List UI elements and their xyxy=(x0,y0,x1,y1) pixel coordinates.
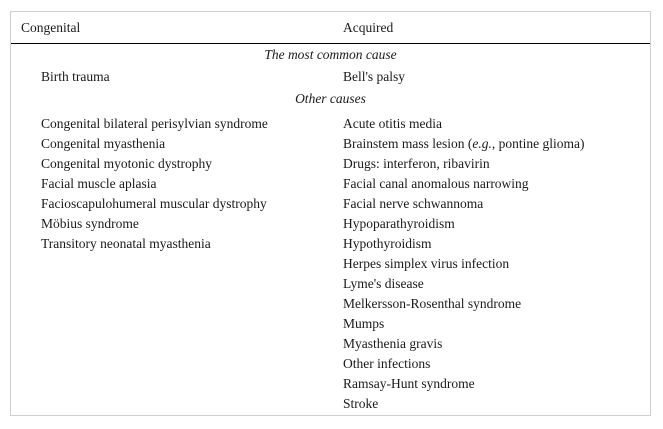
acquired-cell: Melkersson-Rosenthal syndrome xyxy=(343,296,522,311)
acquired-cell: Facial nerve schwannoma xyxy=(343,196,484,211)
congenital-cell: Facial muscle aplasia xyxy=(41,176,157,191)
acquired-cell-emphasis: e.g. xyxy=(472,136,492,151)
table-header-row xyxy=(11,12,650,44)
acquired-cell: Lyme's disease xyxy=(343,276,424,291)
acquired-cell: Hypoparathyroidism xyxy=(343,216,455,231)
acquired-cell-prefix: Brainstem mass lesion ( xyxy=(343,136,473,151)
acquired-cell xyxy=(343,135,584,155)
acquired-cell: Stroke xyxy=(343,396,379,411)
acquired-cell: Myasthenia gravis xyxy=(343,336,443,351)
acquired-cell: Hypothyroidism xyxy=(343,236,432,251)
section-title-other-causes: Other causes xyxy=(295,91,366,106)
acquired-cell: Mumps xyxy=(343,316,385,331)
congenital-cell: Congenital myotonic dystrophy xyxy=(41,156,212,171)
congenital-cell: Möbius syndrome xyxy=(41,216,139,231)
acquired-cell: Facial canal anomalous narrowing xyxy=(343,176,529,191)
congenital-cell: Congenital myasthenia xyxy=(41,136,166,151)
acquired-cell: Herpes simplex virus infection xyxy=(343,256,510,271)
header-congenital: Congenital xyxy=(21,20,81,35)
causes-table xyxy=(10,11,651,416)
header-acquired: Acquired xyxy=(343,20,394,35)
acquired-cell: Drugs: interferon, ribavirin xyxy=(343,156,490,171)
congenital-cell: Facioscapulohumeral muscular dystrophy xyxy=(41,196,267,211)
congenital-other-list xyxy=(41,115,268,255)
congenital-cell: Transitory neonatal myasthenia xyxy=(41,236,211,251)
congenital-cell: Congenital bilateral perisylvian syndrome xyxy=(41,116,268,131)
acquired-cell-suffix: , pontine glioma) xyxy=(491,136,585,151)
section-title-most-common: The most common cause xyxy=(264,47,397,62)
acquired-other-list xyxy=(343,115,584,415)
congenital-cell: Birth trauma xyxy=(41,69,110,84)
acquired-cell: Other infections xyxy=(343,356,431,371)
acquired-cell: Bell's palsy xyxy=(343,69,406,84)
acquired-cell: Acute otitis media xyxy=(343,116,442,131)
acquired-cell: Ramsay-Hunt syndrome xyxy=(343,376,475,391)
